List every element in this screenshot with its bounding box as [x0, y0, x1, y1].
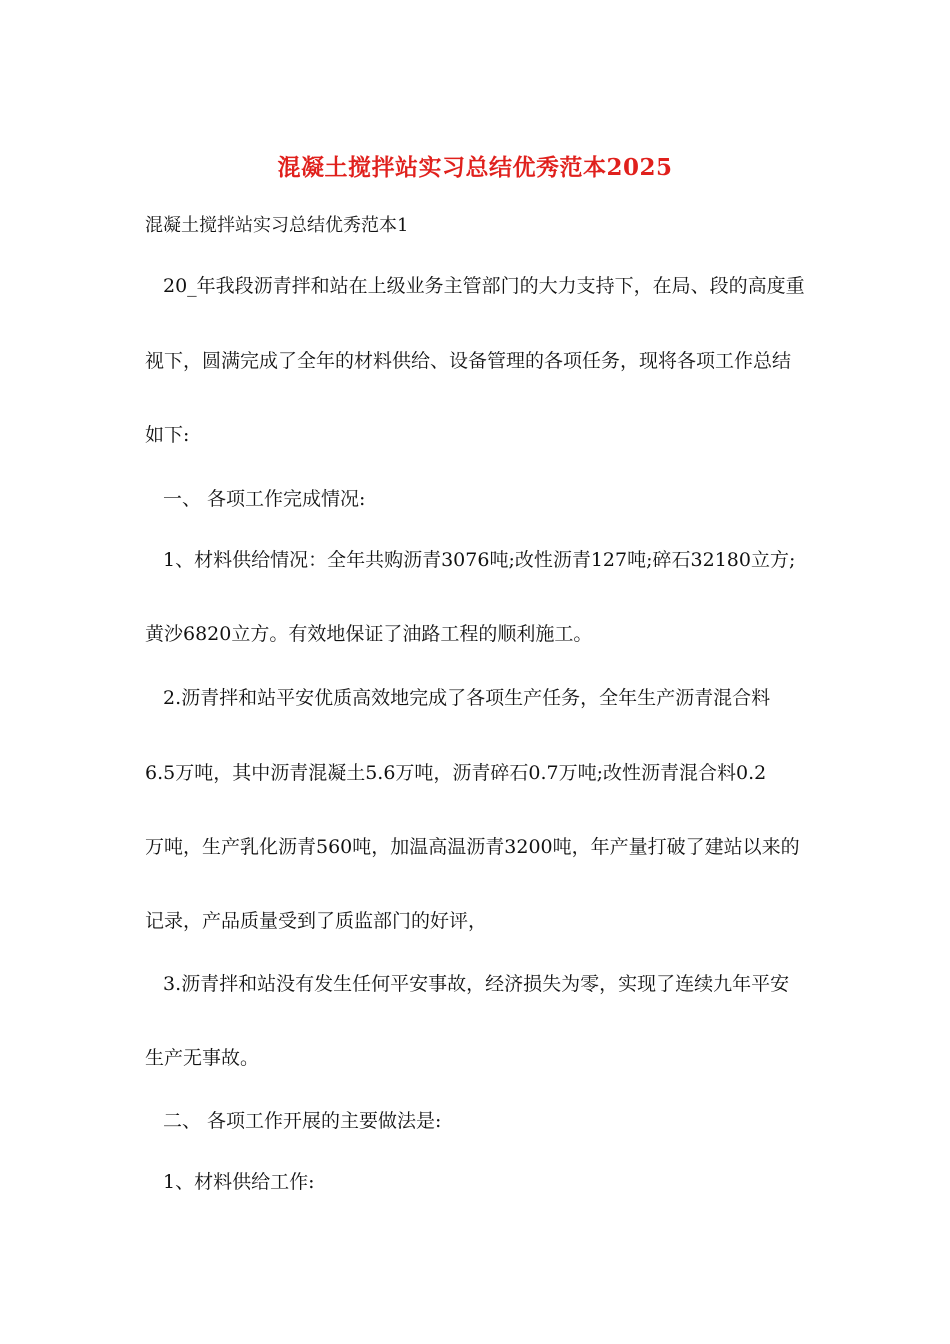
paragraph-line: 视下，圆满完成了全年的材料供给、设备管理的各项任务，现将各项工作总结 — [145, 350, 792, 372]
paragraph-line: 20_年我段沥青拌和站在上级业务主管部门的大力支持下，在局、段的高度重 — [163, 275, 805, 297]
document-subtitle: 混凝土搅拌站实习总结优秀范本1 — [145, 215, 409, 236]
paragraph-line: 6.5万吨，其中沥青混凝土5.6万吨，沥青碎石0.7万吨;改性沥青混合料0.2 — [145, 762, 767, 784]
paragraph-line: 如下: — [145, 424, 190, 446]
section-heading: 一、 各项工作完成情况: — [163, 488, 366, 510]
paragraph-line: 记录，产品质量受到了质监部门的好评， — [145, 910, 488, 932]
paragraph-line: 1、材料供给情况：全年共购沥青3076吨;改性沥青127吨;碎石32180立方; — [163, 549, 796, 571]
section-heading: 二、 各项工作开展的主要做法是: — [163, 1110, 442, 1132]
paragraph-line: 生产无事故。 — [145, 1047, 260, 1069]
paragraph-line: 黄沙6820立方。有效地保证了油路工程的顺利施工。 — [145, 623, 593, 645]
document-title: 混凝土搅拌站实习总结优秀范本2025 — [277, 154, 673, 181]
paragraph-line: 3.沥青拌和站没有发生任何平安事故，经济损失为零，实现了连续九年平安 — [163, 973, 790, 995]
paragraph-line: 2.沥青拌和站平安优质高效地完成了各项生产任务，全年生产沥青混合料 — [163, 687, 771, 709]
paragraph-line: 万吨，生产乳化沥青560吨，加温高温沥青3200吨，年产量打破了建站以来的 — [145, 836, 800, 858]
paragraph-line: 1、材料供给工作: — [163, 1171, 315, 1193]
